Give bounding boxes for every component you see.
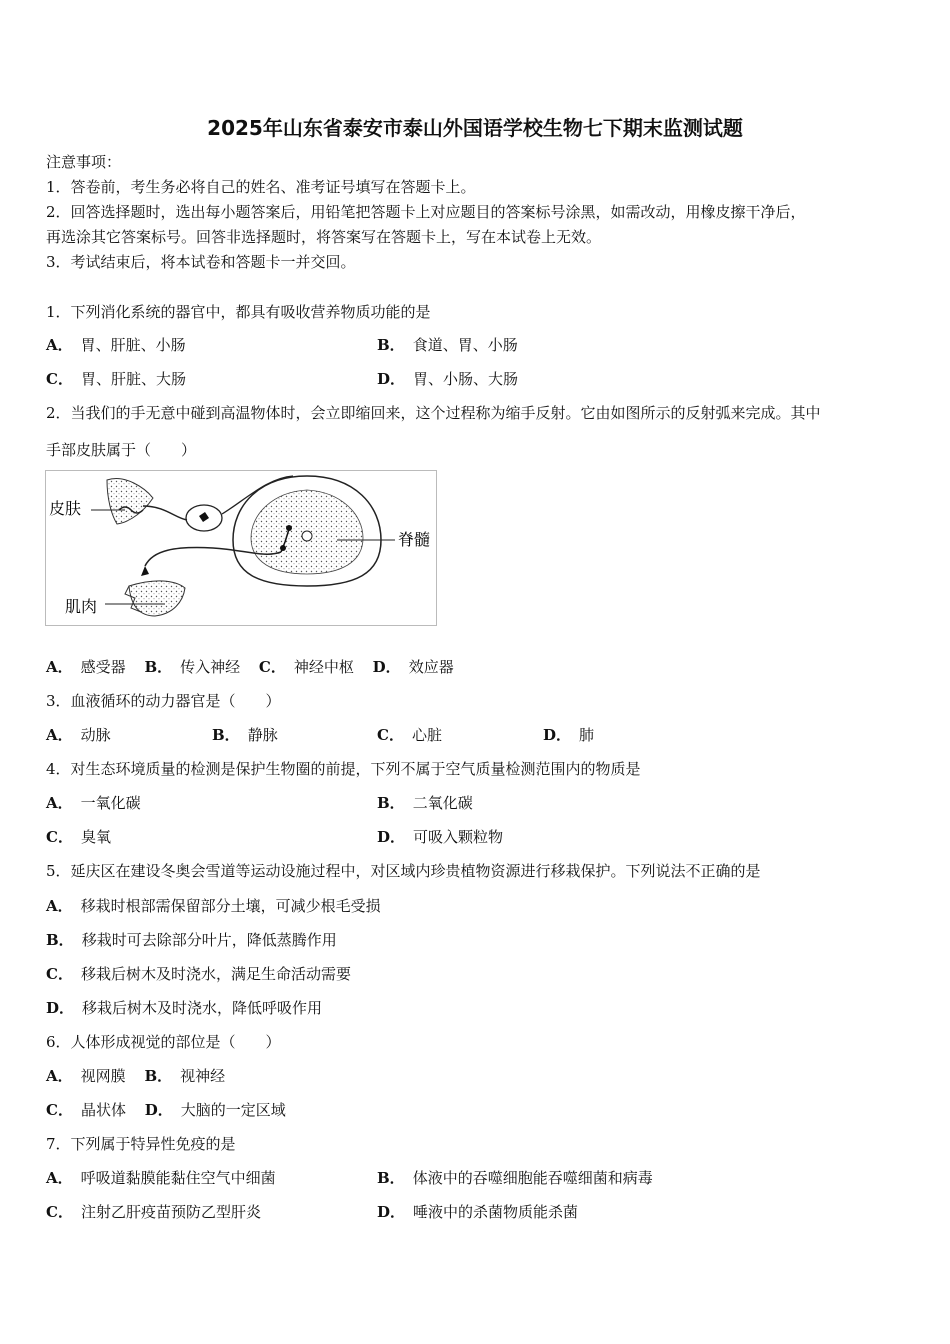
option-d: D． 胃、小肠、大肠 (377, 370, 519, 388)
options-row-1 (46, 1066, 225, 1086)
option-c: C． 移栽后树木及时浇水，满足生命活动需要 (46, 965, 351, 983)
note-item-2-line-2: 再选涂其它答案标号。回答非选择题时，将答案写在答题卡上，写在本试卷上无效。 (46, 228, 602, 246)
option-c: C． 臭氧 (46, 828, 111, 846)
option-b: B． 视神经 (144, 1067, 226, 1085)
option-a: A． 一氧化碳 (46, 794, 141, 812)
note-item-1: 1．答卷前，考生务必将自己的姓名、准考证号填写在答题卡上。 (46, 178, 476, 196)
option-a: A． 感受器 (46, 658, 126, 676)
option-c: C． 神经中枢 (258, 658, 354, 676)
question-stem: 6．人体形成视觉的部位是（ ） (46, 1033, 281, 1051)
option-c: C． 胃、肝脏、大肠 (46, 370, 186, 388)
option-a: A． 胃、肝脏、小肠 (46, 336, 186, 354)
option-d: D． 可吸入颗粒物 (377, 828, 504, 846)
option-b: B． 体液中的吞噬细胞能吞噬细菌和病毒 (377, 1169, 653, 1187)
option-b: B． 移栽时可去除部分叶片，降低蒸腾作用 (46, 931, 337, 949)
option-a: A． 动脉 (46, 726, 111, 744)
option-c: C． 注射乙肝疫苗预防乙型肝炎 (46, 1203, 261, 1221)
spinal-cord-label: 脊髓 (398, 530, 431, 549)
note-item-2-line-1: 2．回答选择题时，选出每小题答案后，用铅笔把答题卡上对应题目的答案标号涂黑，如需改动，用橡皮擦干净后， (46, 203, 806, 221)
question-stem: 1．下列消化系统的器官中，都具有吸收营养物质功能的是 (46, 303, 431, 321)
option-d: D． 肺 (543, 726, 595, 744)
option-b: B． 食道、胃、小肠 (377, 336, 518, 354)
question-stem: 5．延庆区在建设冬奥会雪道等运动设施过程中，对区域内珍贵植物资源进行移栽保护。下列说法不正确的是 (46, 862, 761, 880)
options-row (46, 657, 454, 677)
option-a: A． 视网膜 (46, 1067, 126, 1085)
question-stem-line-1: 2．当我们的手无意中碰到高温物体时，会立即缩回来，这个过程称为缩手反射。它由如图所示的反射弧来完成。其中 (46, 404, 821, 422)
muscle-label: 肌肉 (65, 597, 98, 616)
option-b: B． 传入神经 (144, 658, 241, 676)
option-c: C． 晶状体 (46, 1101, 126, 1119)
note-item-3: 3．考试结束后，将本试卷和答题卡一并交回。 (46, 253, 356, 271)
option-b: B． 二氧化碳 (377, 794, 473, 812)
option-b: B． 静脉 (212, 726, 278, 744)
question-stem-line-2: 手部皮肤属于（ ） (46, 441, 197, 459)
skin-label: 皮肤 (49, 499, 82, 518)
option-d: D． 效应器 (372, 658, 454, 676)
option-a: A． 移栽时根部需保留部分土壤，可减少根毛受损 (46, 897, 381, 915)
option-a: A． 呼吸道黏膜能黏住空气中细菌 (46, 1169, 276, 1187)
question-stem: 7．下列属于特异性免疫的是 (46, 1135, 236, 1153)
question-stem: 3．血液循环的动力器官是（ ） (46, 692, 281, 710)
reflex-arc-diagram (45, 470, 437, 626)
page-title: 2025年山东省泰安市泰山外国语学校生物七下期末监测试题 (207, 116, 743, 140)
option-d: D． 大脑的一定区域 (144, 1101, 286, 1119)
option-d: D． 唾液中的杀菌物质能杀菌 (377, 1203, 579, 1221)
question-stem: 4．对生态环境质量的检测是保护生物圈的前提，下列不属于空气质量检测范围内的物质是 (46, 760, 641, 778)
notes-heading: 注意事项： (46, 153, 122, 171)
skin-tissue (107, 479, 153, 524)
options-row-2 (46, 1100, 286, 1120)
option-c: C． 心脏 (377, 726, 442, 744)
option-d: D． 移栽后树木及时浇水，降低呼吸作用 (46, 999, 323, 1017)
